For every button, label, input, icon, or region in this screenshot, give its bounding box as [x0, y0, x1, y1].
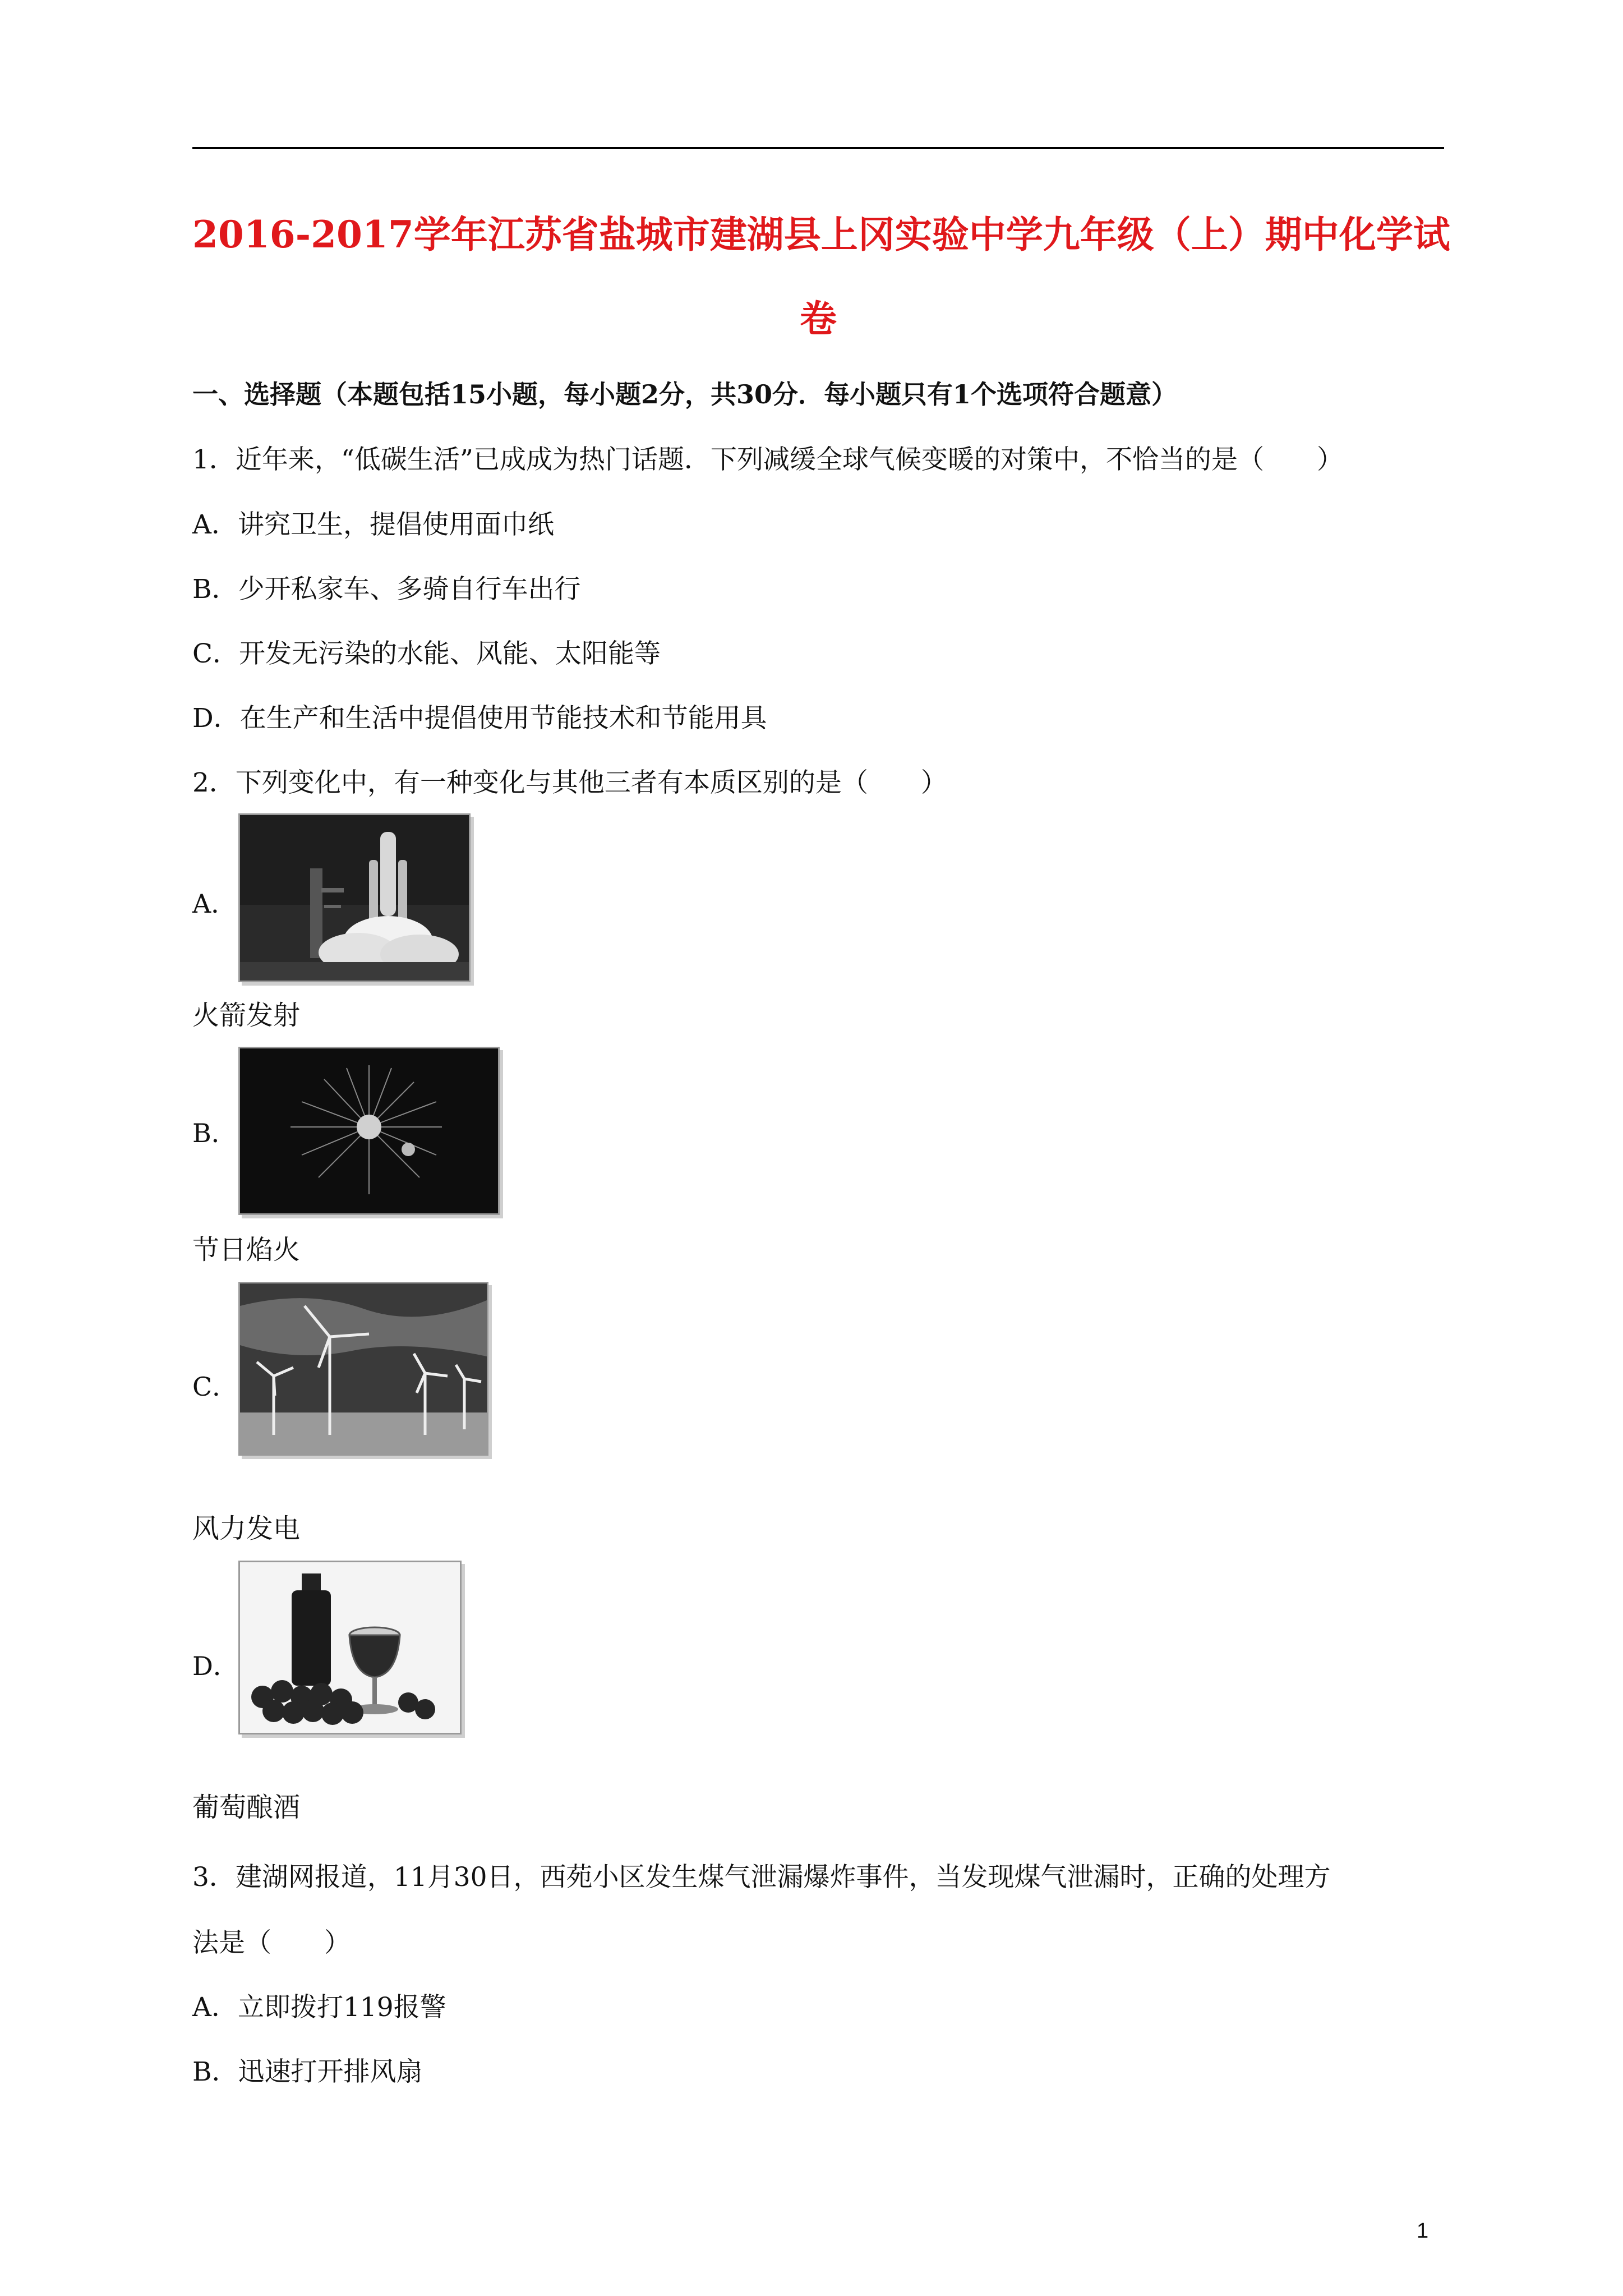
q2-option-d-letter: D． [192, 1651, 239, 1681]
q1-option-d: D．在生产和生活中提倡使用节能技术和节能用具 [192, 703, 767, 734]
q2-option-c-caption: 风力发电 [192, 1513, 301, 1544]
page-title-line1: 2016-2017学年江苏省盐城市建湖县上冈实验中学九年级（上）期中化学试 [192, 213, 1450, 256]
page-title-line2: 卷 [800, 297, 837, 341]
question-2-stem: 2．下列变化中，有一种变化与其他三者有本质区别的是（ ） [192, 767, 947, 798]
q1-option-a: A．讲究卫生，提倡使用面巾纸 [192, 509, 554, 540]
grape-wine-image [238, 1561, 462, 1734]
question-3-stem-line2: 法是（ ） [192, 1927, 351, 1958]
question-3-stem-line1: 3．建湖网报道，11月30日，西苑小区发生煤气泄漏爆炸事件，当发现煤气泄漏时，正确的处理方 [192, 1862, 1331, 1893]
question-1-stem: 1．近年来，“低碳生活”已成成为热门话题．下列减缓全球气候变暖的对策中，不恰当的是（ ） [192, 444, 1343, 475]
fireworks-image [238, 1047, 500, 1215]
q1-option-b: B．少开私家车、多骑自行车出行 [192, 574, 581, 605]
rocket-launch-image [238, 813, 471, 982]
page-number: 1 [1417, 2219, 1429, 2243]
q2-option-a-caption: 火箭发射 [192, 1000, 301, 1031]
q2-option-b-letter: B． [192, 1118, 237, 1148]
section-heading: 一、选择题（本题包括15小题，每小题2分，共30分．每小题只有1个选项符合题意） [192, 379, 1178, 409]
q2-option-a-letter: A． [192, 889, 237, 919]
q2-option-b-caption: 节日焰火 [192, 1234, 301, 1266]
q3-option-a: A．立即拨打119报警 [192, 1992, 446, 2023]
q1-option-c: C．开发无污染的水能、风能、太阳能等 [192, 638, 661, 669]
q2-option-c-letter: C． [192, 1372, 238, 1402]
header-rule [192, 147, 1444, 149]
wind-turbines-image [238, 1282, 488, 1456]
q3-option-b: B．迅速打开排风扇 [192, 2056, 423, 2087]
q2-option-d-caption: 葡萄酿酒 [192, 1792, 301, 1823]
